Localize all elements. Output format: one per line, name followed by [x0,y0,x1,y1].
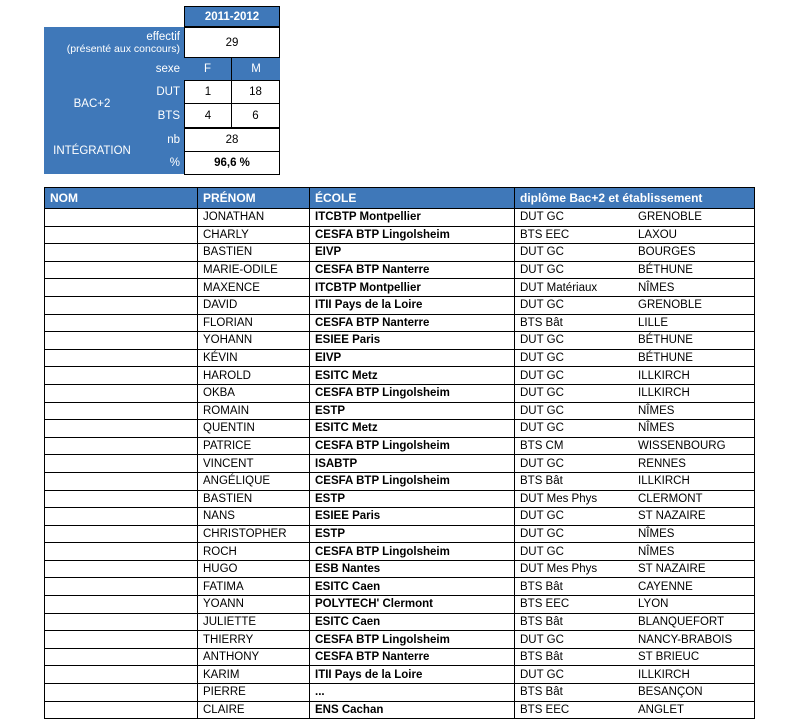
nom-cell [45,420,198,438]
ecole-cell: CESFA BTP Lingolsheim [310,226,515,244]
nom-cell [45,455,198,473]
diplome-cell [515,455,755,473]
etablissement-text: BOURGES [638,246,696,259]
col-header-ecole: ÉCOLE [310,188,515,209]
table-row [45,349,755,367]
etablissement-text: ST BRIEUC [638,651,700,664]
diplome-cell [515,209,755,227]
nom-cell [45,314,198,332]
diplome-text: BTS Bât [520,651,563,664]
ecole-cell: CESFA BTP Lingolsheim [310,437,515,455]
ecole-cell: ESITC Metz [310,420,515,438]
diplome-text: DUT GC [520,211,564,224]
table-row [45,226,755,244]
diplome-text: DUT GC [520,299,564,312]
dut-f-value: 1 [184,80,232,104]
diplome-cell [515,631,755,649]
diplome-text: DUT GC [520,369,564,382]
ecole-cell: CESFA BTP Nanterre [310,314,515,332]
nom-cell [45,367,198,385]
ecole-cell: EIVP [310,244,515,262]
nom-cell [45,684,198,702]
ecole-cell: ESTP [310,490,515,508]
effectif-label: effectif [146,30,180,43]
nom-cell [45,701,198,719]
prenom-cell: JONATHAN [198,209,310,227]
etablissement-text: ILLKIRCH [638,387,690,400]
prenom-cell: MARIE-ODILE [198,261,310,279]
table-row [45,437,755,455]
diplome-text: BTS Bât [520,475,563,488]
nom-cell [45,648,198,666]
table-row [45,578,755,596]
prenom-cell: ANTHONY [198,648,310,666]
diplome-cell [515,402,755,420]
effectif-sublabel: (présenté aux concours) [66,42,180,55]
diplome-cell [515,437,755,455]
table-row [45,384,755,402]
diplome-cell [515,543,755,561]
nom-cell [45,332,198,350]
sexe-label: sexe [44,58,184,80]
prenom-cell: CHRISTOPHER [198,525,310,543]
diplome-text: BTS Bât [520,686,563,699]
nom-cell [45,631,198,649]
etablissement-text: BLANQUEFORT [638,615,725,628]
year-header: 2011-2012 [184,6,280,27]
ecole-cell: ESTP [310,402,515,420]
etablissement-text: BÉTHUNE [638,334,693,347]
diplome-cell [515,279,755,297]
table-row [45,684,755,702]
roster-table [44,187,755,719]
table-row [45,367,755,385]
diplome-cell [515,314,755,332]
ecole-cell: ENS Cachan [310,701,515,719]
diplome-cell [515,701,755,719]
nom-cell [45,525,198,543]
prenom-cell: PIERRE [198,684,310,702]
table-row [45,648,755,666]
diplome-text: DUT GC [520,510,564,523]
etablissement-text: GRENOBLE [638,299,702,312]
prenom-cell: ROMAIN [198,402,310,420]
diplome-cell [515,367,755,385]
prenom-cell: VINCENT [198,455,310,473]
nom-cell [45,296,198,314]
prenom-cell: PATRICE [198,437,310,455]
table-row [45,490,755,508]
ecole-cell: ... [310,684,515,702]
ecole-cell: ITII Pays de la Loire [310,666,515,684]
nb-value: 28 [184,128,280,152]
ecole-cell: ESITC Caen [310,578,515,596]
ecole-cell: CESFA BTP Nanterre [310,261,515,279]
etablissement-text: NANCY-BRABOIS [638,633,733,646]
ecole-cell: ITCBTP Montpellier [310,209,515,227]
table-row [45,525,755,543]
effectif-value: 29 [184,27,280,58]
etablissement-text: ANGLET [638,703,685,716]
table-row [45,543,755,561]
ecole-cell: ESIEE Paris [310,508,515,526]
etablissement-text: WISSENBOURG [638,440,726,453]
diplome-cell [515,648,755,666]
diplome-cell [515,261,755,279]
etablissement-text: LAXOU [638,228,677,241]
bts-f-value: 4 [184,103,232,128]
table-row [45,508,755,526]
prenom-cell: OKBA [198,384,310,402]
diplome-text: DUT GC [520,457,564,470]
diplome-text: DUT Mes Phys [520,492,598,505]
table-row [45,455,755,473]
etablissement-text: RENNES [638,457,686,470]
prenom-cell: CHARLY [198,226,310,244]
ecole-cell: CESFA BTP Lingolsheim [310,472,515,490]
nom-cell [45,384,198,402]
nom-cell [45,613,198,631]
nom-cell [45,472,198,490]
nom-cell [45,402,198,420]
diplome-cell [515,244,755,262]
integration-label: INTÉGRATION [44,128,140,174]
diplome-cell [515,613,755,631]
prenom-cell: JULIETTE [198,613,310,631]
diplome-cell [515,560,755,578]
table-row [45,560,755,578]
table-row [45,209,755,227]
etablissement-text: ILLKIRCH [638,668,690,681]
diplome-cell [515,349,755,367]
diplome-text: DUT Mes Phys [520,563,598,576]
diplome-text: DUT Matériaux [520,281,598,294]
pct-label: % [140,151,184,174]
nb-label: nb [140,128,184,151]
diplome-text: DUT GC [520,264,564,277]
etablissement-text: LYON [638,598,669,611]
ecole-cell: EIVP [310,349,515,367]
ecole-cell: CESFA BTP Lingolsheim [310,631,515,649]
prenom-cell: BASTIEN [198,244,310,262]
nom-cell [45,508,198,526]
table-row [45,666,755,684]
diplome-text: BTS EEC [520,598,570,611]
nom-cell [45,490,198,508]
etablissement-text: BÉTHUNE [638,352,693,365]
diplome-cell [515,508,755,526]
nom-cell [45,209,198,227]
etablissement-text: NÎMES [638,422,675,435]
bts-m-value: 6 [231,103,280,128]
diplome-cell [515,384,755,402]
etablissement-text: BESANÇON [638,686,703,699]
etablissement-text: ST NAZAIRE [638,563,706,576]
table-row [45,613,755,631]
col-header-prenom: PRÉNOM [198,188,310,209]
diplome-cell [515,296,755,314]
effectif-label-cell [44,27,184,58]
diplome-text: DUT GC [520,633,564,646]
ecole-cell: CESFA BTP Lingolsheim [310,543,515,561]
table-row [45,402,755,420]
roster-body [45,209,755,719]
diplome-text: DUT GC [520,422,564,435]
diplome-text: BTS Bât [520,580,563,593]
pct-value: 96,6 % [184,151,280,175]
prenom-cell: ANGÉLIQUE [198,472,310,490]
diplome-cell [515,684,755,702]
etablissement-text: ILLKIRCH [638,475,690,488]
diplome-text: BTS Bât [520,615,563,628]
prenom-cell: KARIM [198,666,310,684]
prenom-cell: KÉVIN [198,349,310,367]
table-row [45,420,755,438]
diplome-text: BTS CM [520,440,564,453]
prenom-cell: QUENTIN [198,420,310,438]
col-header-nom: NOM [45,188,198,209]
nom-cell [45,226,198,244]
ecole-cell: ITCBTP Montpellier [310,279,515,297]
table-row [45,314,755,332]
roster-header-row [45,188,755,209]
etablissement-text: NÎMES [638,527,675,540]
diplome-text: DUT GC [520,387,564,400]
nom-cell [45,437,198,455]
etablissement-text: NÎMES [638,545,675,558]
nom-cell [45,560,198,578]
table-row [45,631,755,649]
diplome-text: BTS EEC [520,228,570,241]
ecole-cell: ISABTP [310,455,515,473]
etablissement-text: ST NAZAIRE [638,510,706,523]
diplome-cell [515,490,755,508]
prenom-cell: FATIMA [198,578,310,596]
prenom-cell: MAXENCE [198,279,310,297]
prenom-cell: FLORIAN [198,314,310,332]
diplome-text: DUT GC [520,404,564,417]
etablissement-text: CAYENNE [638,580,693,593]
diplome-text: BTS EEC [520,703,570,716]
nom-cell [45,261,198,279]
ecole-cell: ESIEE Paris [310,332,515,350]
ecole-cell: ESITC Caen [310,613,515,631]
diplome-cell [515,332,755,350]
table-row [45,472,755,490]
table-row [45,279,755,297]
nom-cell [45,543,198,561]
diplome-text: DUT GC [520,545,564,558]
ecole-cell: ESTP [310,525,515,543]
prenom-cell: NANS [198,508,310,526]
diplome-cell [515,666,755,684]
nom-cell [45,596,198,614]
prenom-cell: DAVID [198,296,310,314]
diplome-cell [515,420,755,438]
col-header-diplome: diplôme Bac+2 et établissement [515,188,755,209]
nom-cell [45,349,198,367]
etablissement-text: GRENOBLE [638,211,702,224]
sexe-f-header: F [184,58,232,80]
ecole-cell: CESFA BTP Lingolsheim [310,384,515,402]
prenom-cell: YOHANN [198,332,310,350]
dut-m-value: 18 [231,80,280,104]
diplome-text: DUT GC [520,334,564,347]
table-row [45,244,755,262]
ecole-cell: CESFA BTP Nanterre [310,648,515,666]
prenom-cell: CLAIRE [198,701,310,719]
etablissement-text: NÎMES [638,281,675,294]
nom-cell [45,666,198,684]
etablissement-text: CLERMONT [638,492,703,505]
prenom-cell: HUGO [198,560,310,578]
nom-cell [45,279,198,297]
ecole-cell: ITII Pays de la Loire [310,296,515,314]
nom-cell [45,578,198,596]
prenom-cell: YOANN [198,596,310,614]
table-row [45,596,755,614]
nom-cell [45,244,198,262]
bts-label: BTS [140,104,184,128]
diplome-cell [515,226,755,244]
table-row [45,701,755,719]
etablissement-text: ILLKIRCH [638,369,690,382]
etablissement-text: LILLE [638,316,669,329]
prenom-cell: BASTIEN [198,490,310,508]
ecole-cell: ESB Nantes [310,560,515,578]
diplome-cell [515,525,755,543]
diplome-text: BTS Bât [520,316,563,329]
diplome-text: DUT GC [520,246,564,259]
prenom-cell: ROCH [198,543,310,561]
etablissement-text: BÉTHUNE [638,264,693,277]
prenom-cell: HAROLD [198,367,310,385]
table-row [45,296,755,314]
etablissement-text: NÎMES [638,404,675,417]
ecole-cell: POLYTECH' Clermont [310,596,515,614]
table-row [45,332,755,350]
diplome-cell [515,578,755,596]
dut-label: DUT [140,80,184,104]
diplome-text: DUT GC [520,668,564,681]
table-row [45,261,755,279]
diplome-cell [515,596,755,614]
diplome-text: DUT GC [520,527,564,540]
diplome-cell [515,472,755,490]
prenom-cell: THIERRY [198,631,310,649]
sexe-m-header: M [232,58,280,80]
ecole-cell: ESITC Metz [310,367,515,385]
diplome-text: DUT GC [520,352,564,365]
bac2-label: BAC+2 [44,80,140,128]
